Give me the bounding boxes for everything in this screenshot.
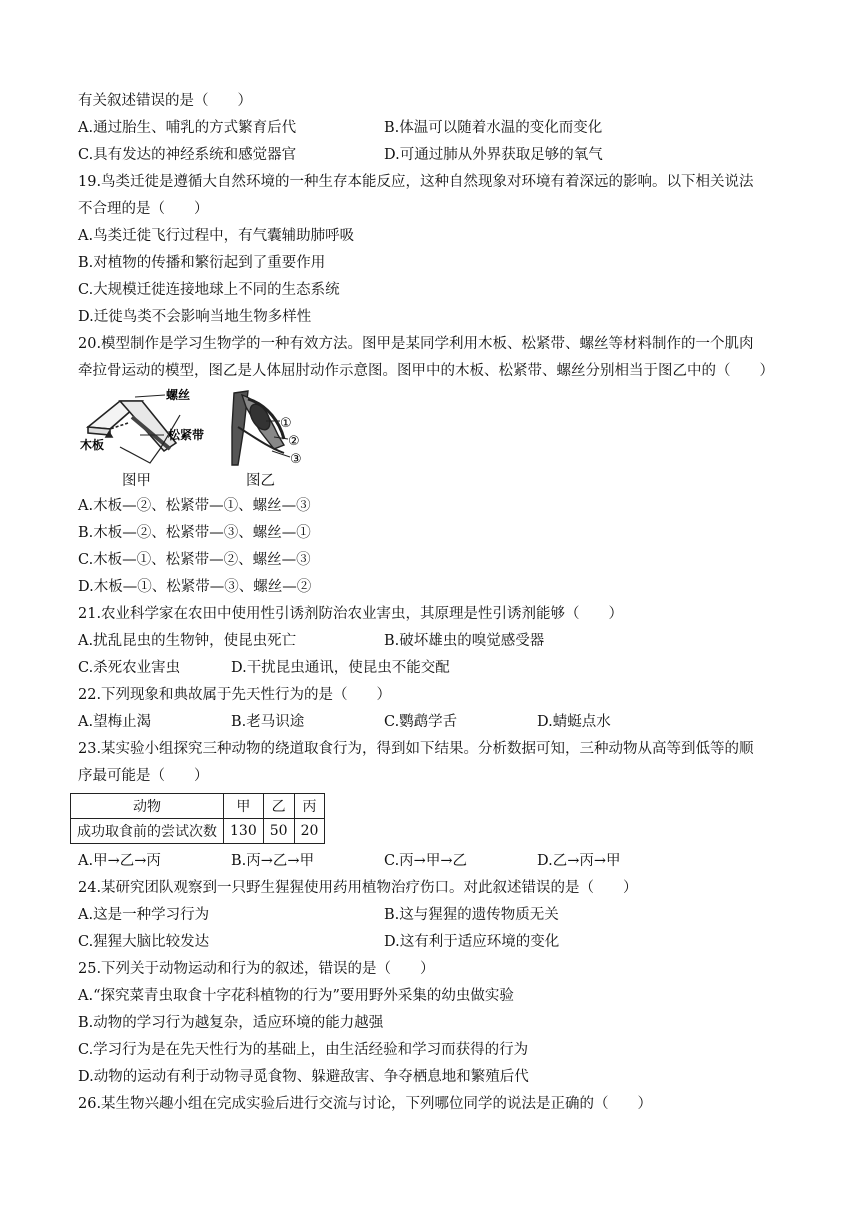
- q22-option-c: C.鹦鹉学舌: [384, 714, 458, 730]
- q25-stem: 25.下列关于动物运动和行为的叙述，错误的是（ ）: [78, 961, 435, 977]
- q25-option-c: C.学习行为是在先天性行为的基础上，由生活经验和学习而获得的行为: [78, 1042, 529, 1058]
- q23-data-table: [70, 793, 325, 844]
- q24-option-d: D.这有利于适应环境的变化: [384, 934, 560, 950]
- q20-stem-line2: 牵拉骨运动的模型，图乙是人体屈肘动作示意图。图甲中的木板、松紧带、螺丝分别相当于图乙中的（ ）: [78, 363, 774, 379]
- q23-options: [78, 848, 798, 875]
- q21-option-c: C.杀死农业害虫: [78, 660, 181, 676]
- q20-option-b: B.木板—②、松紧带—③、螺丝—①: [78, 525, 311, 541]
- fig-a-label-screw: 螺丝: [166, 388, 191, 402]
- figure-b-elbow: [224, 387, 314, 469]
- q24-option-b: B.这与猩猩的遗传物质无关: [384, 907, 559, 923]
- fig-a-caption: 图甲: [122, 473, 151, 489]
- q21-option-d: D.干扰昆虫通讯，使昆虫不能交配: [231, 660, 450, 676]
- fig-b-label-2: ②: [288, 434, 300, 449]
- q20-figures: [78, 387, 798, 469]
- table-header-cell: 甲: [224, 794, 264, 819]
- q18-option-a: A.通过胎生、哺乳的方式繁育后代: [78, 120, 297, 136]
- q24-stem: 24.某研究团队观察到一只野生猩猩使用药用植物治疗伤口。对此叙述错误的是（ ）: [78, 880, 638, 896]
- q18-stem-tail: 有关叙述错误的是（ ）: [78, 93, 252, 109]
- q25-option-b: B.动物的学习行为越复杂，适应环境的能力越强: [78, 1015, 384, 1031]
- q23-option-b: B.丙→乙→甲: [231, 853, 315, 869]
- q22-option-a: A.望梅止渴: [78, 714, 152, 730]
- fig-b-label-3: ③: [290, 452, 302, 467]
- q21-options-row1: [78, 628, 798, 655]
- table-row-label: 成功取食前的尝试次数: [71, 819, 224, 844]
- q23-option-a: A.甲→乙→丙: [78, 853, 161, 869]
- q20-option-d: D.木板—①、松紧带—③、螺丝—②: [78, 579, 312, 595]
- q25-option-a: A.“探究菜青虫取食十字花科植物的行为”要用野外采集的幼虫做实验: [78, 988, 514, 1004]
- q20-option-a: A.木板—②、松紧带—①、螺丝—③: [78, 498, 311, 514]
- q22-stem: 22.下列现象和典故属于先天性行为的是（ ）: [78, 687, 392, 703]
- q21-stem: 21.农业科学家在农田中使用性引诱剂防治农业害虫，其原理是性引诱剂能够（ ）: [78, 606, 624, 622]
- q18-options-row2: [78, 142, 798, 169]
- q18-option-c: C.具有发达的神经系统和感觉器官: [78, 147, 297, 163]
- fig-b-label-1: ①: [280, 416, 292, 431]
- table-header-cell: 乙: [263, 794, 294, 819]
- table-row: [71, 819, 325, 844]
- q19-stem-line1: 19.鸟类迁徙是遵循大自然环境的一种生存本能反应，这种自然现象对环境有着深远的影响。以下相关说法: [78, 174, 754, 190]
- q24-options-row2: [78, 929, 798, 956]
- q18-options-row1: [78, 115, 798, 142]
- q21-options-row2: [78, 655, 798, 682]
- q24-option-a: A.这是一种学习行为: [78, 907, 210, 923]
- q19-option-a: A.鸟类迁徙飞行过程中，有气囊辅助肺呼吸: [78, 228, 355, 244]
- fig-a-label-band: 松紧带: [168, 428, 205, 442]
- exam-page: [78, 88, 798, 1118]
- q19-option-b: B.对植物的传播和繁衍起到了重要作用: [78, 255, 326, 271]
- q19-option-d: D.迁徙鸟类不会影响当地生物多样性: [78, 309, 312, 325]
- q18-option-b: B.体温可以随着水温的变化而变化: [384, 120, 603, 136]
- table-cell: 20: [294, 819, 325, 844]
- fig-b-caption: 图乙: [246, 473, 275, 489]
- table-cell: 50: [263, 819, 294, 844]
- q19-option-c: C.大规模迁徙连接地球上不同的生态系统: [78, 282, 340, 298]
- table-header-row: [71, 794, 325, 819]
- q20-option-c: C.木板—①、松紧带—②、螺丝—③: [78, 552, 311, 568]
- q26-stem: 26.某生物兴趣小组在完成实验后进行交流与讨论，下列哪位同学的说法是正确的（ ）: [78, 1096, 653, 1112]
- q23-option-c: C.丙→甲→乙: [384, 853, 467, 869]
- q19-stem-line2: 不合理的是（ ）: [78, 201, 209, 217]
- q20-figure-captions: [78, 469, 798, 493]
- q22-options: [78, 709, 798, 736]
- q24-options-row1: [78, 902, 798, 929]
- q20-stem-line1: 20.模型制作是学习生物学的一种有效方法。图甲是某同学利用木板、松紧带、螺丝等材料制作的一个肌肉: [78, 336, 754, 352]
- q23-stem-line1: 23.某实验小组探究三种动物的绕道取食行为，得到如下结果。分析数据可知，三种动物从高等到低等的顺: [78, 741, 754, 757]
- q18-option-d: D.可通过肺从外界获取足够的氧气: [384, 147, 603, 163]
- q23-option-d: D.乙→丙→甲: [537, 853, 621, 869]
- q21-option-a: A.扰乱昆虫的生物钟，使昆虫死亡: [78, 633, 297, 649]
- fig-a-label-board: 木板: [80, 438, 105, 452]
- table-cell: 130: [224, 819, 264, 844]
- q21-option-b: B.破坏雄虫的嗅觉感受器: [384, 633, 545, 649]
- figure-a-model: [80, 387, 230, 469]
- q22-option-b: B.老马识途: [231, 714, 305, 730]
- q25-option-d: D.动物的运动有利于动物寻觅食物、躲避敌害、争夺栖息地和繁殖后代: [78, 1069, 529, 1085]
- q23-stem-line2: 序最可能是（ ）: [78, 768, 209, 784]
- q24-option-c: C.猩猩大脑比较发达: [78, 934, 210, 950]
- table-header-cell: 丙: [294, 794, 325, 819]
- q22-option-d: D.蜻蜓点水: [537, 714, 611, 730]
- table-header-cell: 动物: [71, 794, 224, 819]
